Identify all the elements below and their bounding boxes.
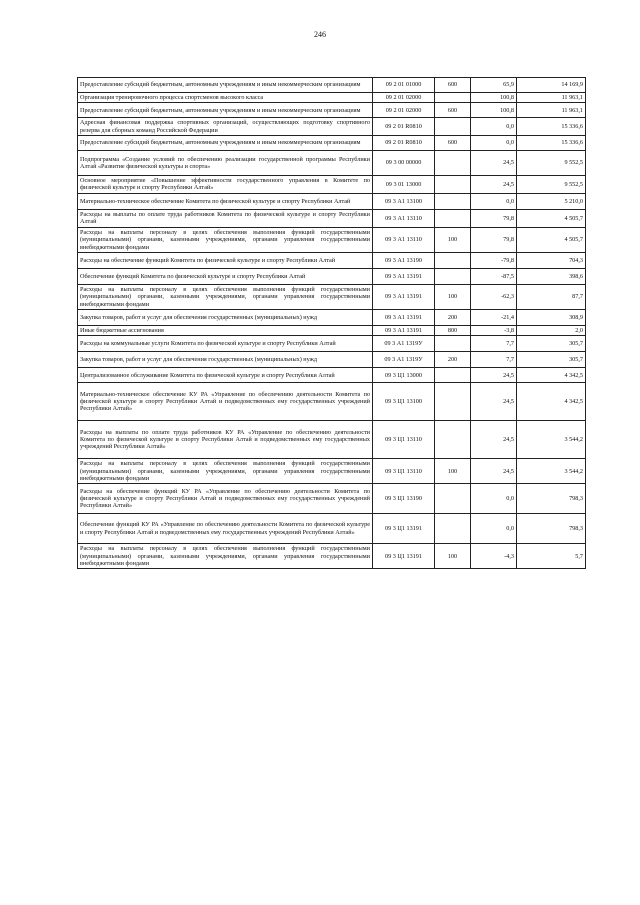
change-amount-cell: -87,5 [471,268,517,284]
total-amount-cell: 798,3 [517,484,586,514]
table-row [78,336,586,352]
target-code-cell: 09 3 Ц1 13110 [373,459,435,484]
change-amount-cell: 24,5 [471,150,517,175]
expense-name-cell: Расходы на обеспечение функций КУ РА «Управление по обеспечению деятельности Комитета по физической культуре и спорту Республики Алтай и подведомственных ему государственных учреждений Республики Алтай» [78,484,373,514]
expense-type-cell [435,193,471,209]
total-amount-cell: 305,7 [517,336,586,352]
target-code-cell: 09 3 А1 13191 [373,268,435,284]
change-amount-cell: 24,5 [471,175,517,193]
table-row [78,309,586,325]
expense-type-cell [435,336,471,352]
expense-type-cell: 100 [435,459,471,484]
total-amount-cell: 5,7 [517,544,586,569]
expense-name-cell: Расходы на выплаты по оплате труда работников КУ РА «Управление по обеспечению деятельности Комитета по физической культуре и спорту Республики Алтай и подведомственных ему государственных учреждений Республики Алтай» [78,421,373,459]
table-row [78,352,586,368]
change-amount-cell: 24,5 [471,383,517,421]
change-amount-cell: 24,5 [471,459,517,484]
expense-name-cell: Централизованное обслуживание Комитета по физической культуре и спорту Республики Алтай [78,368,373,383]
target-code-cell: 09 3 00 00000 [373,150,435,175]
budget-table-body [78,78,586,569]
table-row [78,118,586,136]
total-amount-cell: 4 505,7 [517,209,586,227]
expense-name-cell: Расходы на выплаты персоналу в целях обеспечения выполнения функций государственными (муниципальными) органами, казенными учреждениями, органами управления государственными внебюджетными фондами [78,544,373,569]
target-code-cell: 09 3 Ц1 13000 [373,368,435,383]
expense-type-cell [435,209,471,227]
expense-type-cell: 100 [435,284,471,309]
expense-name-cell: Предоставление субсидий бюджетным, автономным учреждениям и иным некоммерческим организациям [78,135,373,150]
total-amount-cell: 3 544,2 [517,459,586,484]
expense-type-cell [435,175,471,193]
target-code-cell: 09 3 А1 13190 [373,252,435,268]
table-row [78,93,586,103]
expense-type-cell: 100 [435,544,471,569]
expense-type-cell [435,421,471,459]
change-amount-cell: 79,8 [471,227,517,252]
total-amount-cell: 398,6 [517,268,586,284]
target-code-cell: 09 3 А1 13191 [373,325,435,335]
target-code-cell: 09 3 Ц1 13190 [373,484,435,514]
total-amount-cell: 798,3 [517,514,586,544]
expense-name-cell: Предоставление субсидий бюджетным, автономным учреждениям и иным некоммерческим организациям [78,103,373,118]
table-row [78,514,586,544]
expense-name-cell: Предоставление субсидий бюджетным, автономным учреждениям и иным некоммерческим организациям [78,78,373,93]
change-amount-cell: 65,9 [471,78,517,93]
change-amount-cell: 0,0 [471,514,517,544]
target-code-cell: 09 3 А1 13110 [373,227,435,252]
target-code-cell: 09 3 А1 13100 [373,193,435,209]
expense-type-cell: 100 [435,227,471,252]
change-amount-cell: 24,5 [471,421,517,459]
table-row [78,325,586,335]
expense-type-cell: 200 [435,309,471,325]
expense-type-cell [435,93,471,103]
table-row [78,284,586,309]
expense-type-cell: 600 [435,135,471,150]
target-code-cell: 09 3 А1 13191 [373,309,435,325]
expense-name-cell: Расходы на выплаты персоналу в целях обеспечения выполнения функций государственными (муниципальными) органами, казенными учреждениями, органами управления государственными внебюджетными фондами [78,284,373,309]
target-code-cell: 09 2 01 R0810 [373,118,435,136]
expense-type-cell: 600 [435,78,471,93]
change-amount-cell: 24,5 [471,368,517,383]
expense-name-cell: Расходы на выплаты персоналу в целях обеспечения выполнения функций государственными (муниципальными) органами, казенными учреждениями, органами управления государственными внебюджетными фондами [78,459,373,484]
expense-name-cell: Основное мероприятие «Повышение эффективности государственного управления в Комитете по физической культуре и спорту Республики Алтай» [78,175,373,193]
change-amount-cell: -21,4 [471,309,517,325]
total-amount-cell: 9 552,5 [517,175,586,193]
target-code-cell: 09 3 А1 1319У [373,352,435,368]
table-row [78,209,586,227]
table-row [78,268,586,284]
expense-type-cell [435,484,471,514]
change-amount-cell: 100,8 [471,93,517,103]
target-code-cell: 09 2 01 02000 [373,93,435,103]
total-amount-cell: 3 544,2 [517,421,586,459]
table-row [78,383,586,421]
expense-type-cell [435,118,471,136]
change-amount-cell: -3,8 [471,325,517,335]
table-row [78,78,586,93]
change-amount-cell: 0,0 [471,135,517,150]
target-code-cell: 09 2 01 01000 [373,78,435,93]
total-amount-cell: 11 963,1 [517,93,586,103]
total-amount-cell: 5 210,0 [517,193,586,209]
change-amount-cell: 0,0 [471,484,517,514]
total-amount-cell: 87,7 [517,284,586,309]
expense-name-cell: Материально-техническое обеспечение КУ РА «Управление по обеспечению деятельности Комитета по физической культуре и спорту Республики Алтай и подведомственных ему государственных учреждений Республики Алтай» [78,383,373,421]
target-code-cell: 09 3 Ц1 13110 [373,421,435,459]
expense-type-cell: 600 [435,103,471,118]
target-code-cell: 09 3 Ц1 13100 [373,383,435,421]
expense-type-cell [435,252,471,268]
expense-type-cell [435,368,471,383]
expense-name-cell: Расходы на обеспечение функций Комитета по физической культуре и спорту Республики Алтай [78,252,373,268]
expense-type-cell: 200 [435,352,471,368]
expense-name-cell: Обеспечение функций Комитета по физической культуре и спорту Республики Алтай [78,268,373,284]
expense-name-cell: Материально-техническое обеспечение Комитета по физической культуре и спорту Республики Алтай [78,193,373,209]
table-row [78,421,586,459]
change-amount-cell: 0,0 [471,118,517,136]
total-amount-cell: 4 342,5 [517,383,586,421]
table-row [78,103,586,118]
total-amount-cell: 704,3 [517,252,586,268]
change-amount-cell: 7,7 [471,352,517,368]
expense-name-cell: Подпрограмма «Создание условий по обеспечению реализации государственной программы Республики Алтай «Развитие физической культуры и спорта» [78,150,373,175]
change-amount-cell: -4,3 [471,544,517,569]
expense-type-cell [435,150,471,175]
total-amount-cell: 4 505,7 [517,227,586,252]
total-amount-cell: 15 336,6 [517,118,586,136]
table-row [78,150,586,175]
target-code-cell: 09 2 01 R0810 [373,135,435,150]
total-amount-cell: 14 169,9 [517,78,586,93]
expense-name-cell: Расходы на выплаты по оплате труда работников Комитета по физической культуре и спорту Республики Алтай [78,209,373,227]
table-row [78,135,586,150]
target-code-cell: 09 3 Ц1 13191 [373,514,435,544]
expense-name-cell: Обеспечение функций КУ РА «Управление по обеспечению деятельности Комитета по физической культуре и спорту Республики Алтай и подведомственных ему государственных учреждений Республики Алтай» [78,514,373,544]
expense-name-cell: Расходы на выплаты персоналу в целях обеспечения выполнения функций государственными (муниципальными) органами, казенными учреждениями, органами управления государственными внебюджетными фондами [78,227,373,252]
expense-name-cell: Расходы на коммунальные услуги Комитета по физической культуре и спорту Республики Алтай [78,336,373,352]
change-amount-cell: 79,8 [471,209,517,227]
table-row [78,368,586,383]
total-amount-cell: 308,9 [517,309,586,325]
expense-name-cell: Иные бюджетные ассигнования [78,325,373,335]
page-number: 246 [314,30,326,39]
total-amount-cell: 9 552,5 [517,150,586,175]
table-row [78,544,586,569]
change-amount-cell: 100,8 [471,103,517,118]
total-amount-cell: 11 963,1 [517,103,586,118]
expense-name-cell: Адресная финансовая поддержка спортивных организаций, осуществляющих подготовку спортивного резерва для сборных команд Российской Федерации [78,118,373,136]
table-row [78,459,586,484]
target-code-cell: 09 2 01 02000 [373,103,435,118]
change-amount-cell: -62,3 [471,284,517,309]
total-amount-cell: 15 336,6 [517,135,586,150]
change-amount-cell: 0,0 [471,193,517,209]
change-amount-cell: -79,8 [471,252,517,268]
target-code-cell: 09 3 А1 13191 [373,284,435,309]
table-row [78,227,586,252]
total-amount-cell: 2,0 [517,325,586,335]
table-row [78,252,586,268]
target-code-cell: 09 3 А1 13110 [373,209,435,227]
target-code-cell: 09 3 01 13000 [373,175,435,193]
table-row [78,175,586,193]
total-amount-cell: 4 342,5 [517,368,586,383]
change-amount-cell: 7,7 [471,336,517,352]
expense-name-cell: Организация тренировочного процесса спортсменов высокого класса [78,93,373,103]
expense-type-cell [435,383,471,421]
expense-type-cell [435,268,471,284]
total-amount-cell: 305,7 [517,352,586,368]
expense-type-cell [435,514,471,544]
target-code-cell: 09 3 Ц1 13191 [373,544,435,569]
expense-name-cell: Закупка товаров, работ и услуг для обеспечения государственных (муниципальных) нужд [78,352,373,368]
table-row [78,193,586,209]
budget-table [77,77,586,569]
table-row [78,484,586,514]
expense-name-cell: Закупка товаров, работ и услуг для обеспечения государственных (муниципальных) нужд [78,309,373,325]
expense-type-cell: 800 [435,325,471,335]
target-code-cell: 09 3 А1 1319У [373,336,435,352]
